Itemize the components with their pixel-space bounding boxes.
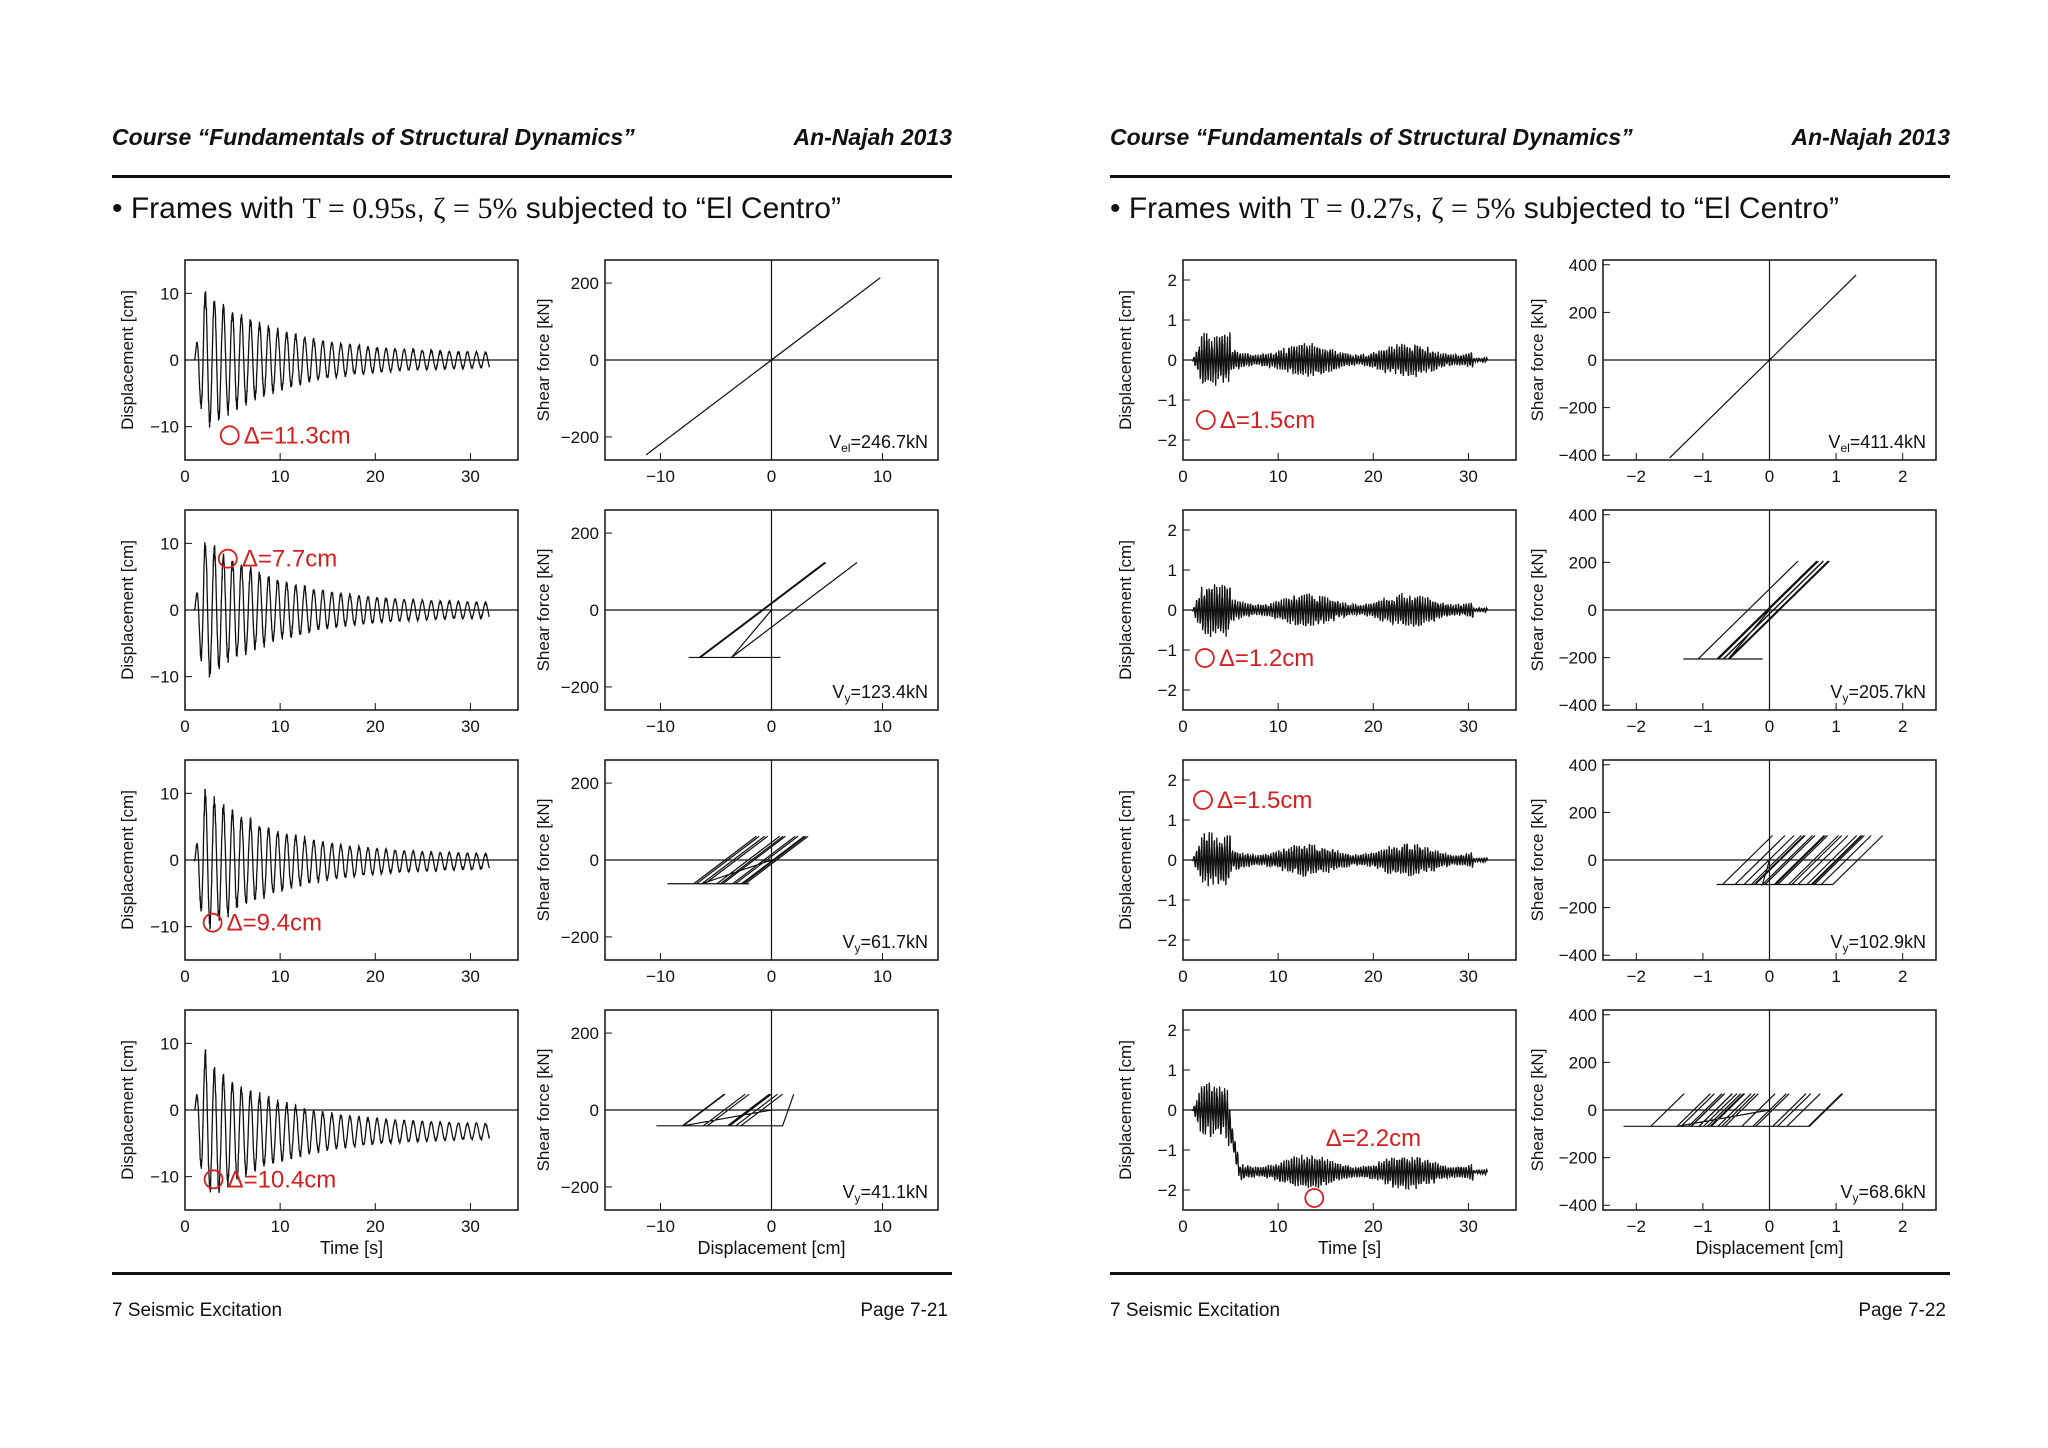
ts-x-tick-label: 20 — [365, 1217, 385, 1236]
figure-grid-left — [112, 240, 952, 1270]
ts-x-tick-label: 0 — [1178, 717, 1188, 736]
base-shear-label-part: y — [1852, 1191, 1859, 1205]
hysteresis-loop-line — [646, 278, 880, 455]
peak-displacement-label: Δ=9.4cm — [226, 909, 322, 937]
hy-x-tick-label: 2 — [1897, 467, 1908, 486]
hy-y-tick-label: 200 — [1568, 1053, 1597, 1073]
base-shear-label-part: V — [1830, 682, 1843, 702]
hy-x-tick-label: 0 — [766, 1217, 777, 1236]
hy-x-tick-label: −1 — [1693, 467, 1713, 486]
base-shear-label-part: el — [841, 441, 851, 455]
course-title: Course “Fundamentals of Structural Dynamics” — [1110, 124, 1633, 150]
bullet-dot: • — [1110, 192, 1129, 225]
ts-y-axis-label: Displacement [cm] — [118, 790, 137, 930]
hy-x-tick-label: 0 — [1764, 467, 1775, 486]
header-rule — [112, 175, 952, 178]
base-shear-label-part: V — [1830, 932, 1843, 952]
base-shear-label-part: =102.9kN — [1848, 932, 1926, 952]
ts-x-tick-label: 30 — [460, 467, 480, 486]
ts-y-tick-label: −10 — [150, 417, 179, 437]
ts-y-axis-label: Displacement [cm] — [118, 1040, 137, 1180]
base-shear-label-part: y — [844, 691, 851, 705]
ts-y-tick-label: 10 — [160, 534, 179, 554]
hy-y-tick-label: 400 — [1568, 505, 1597, 525]
hy-y-axis-label: Shear force [kN] — [534, 298, 553, 422]
hy-y-tick-label: −200 — [1558, 1148, 1597, 1168]
ts-y-tick-label: −2 — [1157, 1181, 1177, 1200]
hy-y-tick-label: 400 — [1568, 755, 1597, 775]
ts-x-tick-label: 20 — [365, 467, 385, 486]
ts-y-tick-label: 1 — [1167, 311, 1177, 330]
displacement-series-line — [1193, 584, 1488, 637]
ts-y-tick-label: 0 — [169, 1101, 179, 1120]
ts-x-tick-label: 30 — [460, 1217, 480, 1236]
chapter-label: 7 Seismic Excitation — [112, 1300, 283, 1321]
hy-y-tick-label: 200 — [570, 524, 599, 544]
hy-y-axis-label: Shear force [kN] — [534, 548, 553, 672]
ts-y-tick-label: 0 — [169, 601, 179, 620]
bullet-suffix: subjected to “El Centro” — [517, 192, 841, 225]
hysteresis-loop-line — [1670, 275, 1856, 458]
base-shear-label-part: V — [1840, 1182, 1853, 1202]
hy-y-tick-label: 400 — [1568, 1005, 1597, 1025]
ts-x-tick-label: 10 — [1268, 467, 1288, 486]
ts-y-tick-label: 0 — [1167, 851, 1177, 870]
hy-x-tick-label: −2 — [1626, 967, 1646, 986]
base-shear-label-part: y — [854, 1191, 861, 1205]
bullet-damping: ζ = 5% — [433, 192, 518, 225]
ts-y-tick-label: −10 — [150, 917, 179, 937]
ts-x-tick-label: 0 — [180, 1217, 190, 1236]
course-title: Course “Fundamentals of Structural Dynamics” — [112, 124, 635, 150]
ts-y-tick-label: 2 — [1167, 771, 1177, 790]
base-shear-label-part: V — [829, 432, 842, 452]
hy-y-tick-label: 200 — [1568, 553, 1597, 573]
peak-marker — [221, 426, 239, 444]
header-rule — [1110, 175, 1950, 178]
ts-y-tick-label: −10 — [150, 667, 179, 687]
ts-y-tick-label: 2 — [1167, 1021, 1177, 1040]
ts-y-tick-label: 1 — [1167, 811, 1177, 830]
bullet-dot: • — [112, 192, 131, 225]
hy-x-tick-label: −1 — [1693, 717, 1713, 736]
peak-displacement-label: Δ=2.2cm — [1325, 1125, 1422, 1152]
hy-y-tick-label: 0 — [589, 851, 599, 870]
base-shear-label — [842, 1182, 928, 1205]
hy-y-tick-label: 200 — [570, 274, 599, 294]
peak-marker — [219, 550, 237, 568]
hy-x-tick-label: 1 — [1831, 717, 1841, 736]
peak-marker — [1196, 649, 1214, 667]
hy-x-tick-label: −2 — [1626, 467, 1646, 486]
hy-x-tick-label: −10 — [646, 1217, 675, 1236]
hy-y-tick-label: 200 — [1568, 303, 1597, 323]
displacement-series-line — [1193, 332, 1488, 386]
ts-x-tick-label: 20 — [365, 717, 385, 736]
base-shear-label-part: y — [854, 941, 861, 955]
ts-y-axis-label: Displacement [cm] — [1116, 790, 1135, 930]
ts-x-axis-label: Time [s] — [319, 1238, 384, 1258]
ts-y-tick-label: 0 — [1167, 351, 1177, 370]
hy-x-tick-label: 1 — [1831, 1217, 1841, 1236]
hy-y-axis-label: Shear force [kN] — [534, 798, 553, 922]
peak-displacement-label: Δ=11.3cm — [243, 422, 351, 450]
base-shear-label-part: =68.6kN — [1858, 1182, 1926, 1202]
ts-x-tick-label: 10 — [270, 717, 290, 736]
hy-y-axis-label: Shear force [kN] — [1528, 798, 1547, 922]
hy-y-tick-label: 0 — [1587, 601, 1597, 620]
ts-y-tick-label: 10 — [160, 284, 179, 304]
peak-marker — [204, 914, 222, 932]
base-shear-label-part: =41.1kN — [860, 1182, 928, 1202]
hy-x-tick-label: −2 — [1626, 1217, 1646, 1236]
base-shear-label-part: V — [842, 1182, 855, 1202]
hy-x-tick-label: −10 — [646, 717, 675, 736]
base-shear-label-part: V — [832, 682, 845, 702]
hy-y-tick-label: −400 — [1558, 696, 1597, 716]
ts-x-tick-label: 10 — [270, 467, 290, 486]
chapter-label: 7 Seismic Excitation — [1110, 1300, 1281, 1321]
base-shear-label-part: V — [1828, 432, 1841, 452]
base-shear-label-part: =61.7kN — [860, 932, 928, 952]
ts-y-axis-label: Displacement [cm] — [1116, 1040, 1135, 1180]
base-shear-label-part: =205.7kN — [1848, 682, 1926, 702]
base-shear-label-part: =123.4kN — [850, 682, 928, 702]
ts-x-axis-label: Time [s] — [1317, 1238, 1382, 1258]
ts-y-tick-label: 1 — [1167, 561, 1177, 580]
hy-y-tick-label: 200 — [1568, 803, 1597, 823]
peak-marker — [1194, 791, 1212, 809]
hy-x-axis-label: Displacement [cm] — [1695, 1238, 1844, 1258]
page-7-22 — [1110, 0, 1950, 1448]
figure-grid-right — [1110, 240, 1950, 1270]
hy-x-tick-label: 0 — [766, 467, 777, 486]
hy-x-tick-label: 1 — [1831, 967, 1841, 986]
base-shear-label — [1828, 432, 1926, 455]
ts-x-tick-label: 30 — [460, 967, 480, 986]
ts-y-tick-label: −2 — [1157, 431, 1177, 450]
hy-x-tick-label: 2 — [1897, 1217, 1908, 1236]
ts-y-axis-label: Displacement [cm] — [118, 540, 137, 680]
institution-year: An-Najah 2013 — [793, 124, 952, 150]
ts-y-tick-label: −2 — [1157, 931, 1177, 950]
hy-x-tick-label: 10 — [873, 1217, 892, 1236]
hy-x-tick-label: 2 — [1897, 967, 1908, 986]
peak-displacement-label: Δ=1.5cm — [1216, 787, 1313, 814]
ts-x-tick-label: 0 — [1178, 967, 1188, 986]
base-shear-label-part: el — [1840, 441, 1850, 455]
bullet-comma: , — [416, 192, 434, 225]
peak-marker — [1197, 411, 1215, 429]
ts-y-tick-label: 1 — [1167, 1061, 1177, 1080]
ts-x-tick-label: 0 — [180, 967, 190, 986]
hy-y-tick-label: 0 — [589, 601, 599, 620]
ts-y-tick-label: 0 — [169, 351, 179, 370]
hy-y-tick-label: 0 — [1587, 1101, 1597, 1120]
ts-x-tick-label: 10 — [1268, 717, 1288, 736]
ts-y-tick-label: −10 — [150, 1167, 179, 1187]
hy-x-tick-label: −10 — [646, 467, 675, 486]
ts-y-tick-label: 10 — [160, 1034, 179, 1054]
hy-y-axis-label: Shear force [kN] — [534, 1048, 553, 1172]
ts-y-tick-label: −1 — [1157, 641, 1177, 660]
bullet-period: T = 0.95s — [302, 192, 417, 225]
hy-x-tick-label: 0 — [766, 717, 777, 736]
ts-y-axis-label: Displacement [cm] — [118, 290, 137, 430]
hy-x-tick-label: −10 — [646, 967, 675, 986]
base-shear-label — [1830, 932, 1926, 955]
base-shear-label — [832, 682, 928, 705]
base-shear-label-part: =246.7kN — [850, 432, 928, 452]
peak-displacement-label: Δ=1.5cm — [1219, 407, 1316, 434]
bullet-comma: , — [1414, 192, 1432, 225]
hy-x-tick-label: 10 — [873, 967, 892, 986]
ts-y-axis-label: Displacement [cm] — [1116, 540, 1135, 680]
ts-y-tick-label: −1 — [1157, 891, 1177, 910]
ts-y-tick-label: −1 — [1157, 391, 1177, 410]
base-shear-label — [842, 932, 928, 955]
ts-x-tick-label: 30 — [1458, 967, 1478, 986]
hy-y-tick-label: −200 — [560, 427, 599, 447]
peak-displacement-label: Δ=1.2cm — [1218, 645, 1315, 672]
hy-y-tick-label: −400 — [1558, 1196, 1597, 1216]
ts-x-tick-label: 0 — [180, 467, 190, 486]
base-shear-label-part: V — [842, 932, 855, 952]
hy-y-tick-label: −200 — [1558, 398, 1597, 418]
slide-bullet — [112, 192, 841, 226]
ts-x-tick-label: 20 — [1363, 467, 1383, 486]
bullet-damping: ζ = 5% — [1431, 192, 1516, 225]
hy-y-tick-label: −200 — [560, 927, 599, 947]
hy-x-tick-label: 1 — [1831, 467, 1841, 486]
hy-x-axis-label: Displacement [cm] — [697, 1238, 846, 1258]
hy-y-tick-label: 400 — [1568, 255, 1597, 275]
hy-y-axis-label: Shear force [kN] — [1528, 298, 1547, 422]
bullet-suffix: subjected to “El Centro” — [1515, 192, 1839, 225]
footer-rule — [112, 1272, 952, 1275]
ts-y-tick-label: 2 — [1167, 271, 1177, 290]
ts-x-tick-label: 30 — [1458, 467, 1478, 486]
hy-x-tick-label: 0 — [1764, 967, 1775, 986]
hy-x-tick-label: 0 — [766, 967, 777, 986]
hy-y-axis-label: Shear force [kN] — [1528, 1048, 1547, 1172]
peak-marker — [1305, 1189, 1323, 1207]
ts-x-tick-label: 20 — [365, 967, 385, 986]
ts-x-tick-label: 0 — [1178, 467, 1188, 486]
ts-y-tick-label: 2 — [1167, 521, 1177, 540]
peak-displacement-label: Δ=7.7cm — [241, 545, 338, 573]
base-shear-label-part: =411.4kN — [1849, 432, 1926, 452]
ts-y-tick-label: 0 — [169, 851, 179, 870]
bullet-period: T = 0.27s — [1300, 192, 1415, 225]
ts-x-tick-label: 20 — [1363, 717, 1383, 736]
hy-x-tick-label: 0 — [1764, 1217, 1775, 1236]
displacement-series-line — [1193, 832, 1488, 886]
hy-y-tick-label: −200 — [1558, 648, 1597, 668]
hy-x-tick-label: −1 — [1693, 1217, 1713, 1236]
ts-x-tick-label: 20 — [1363, 967, 1383, 986]
ts-x-tick-label: 20 — [1363, 1217, 1383, 1236]
slide-bullet — [1110, 192, 1839, 226]
hy-y-tick-label: 0 — [1587, 851, 1597, 870]
ts-x-tick-label: 10 — [1268, 967, 1288, 986]
hy-y-axis-label: Shear force [kN] — [1528, 548, 1547, 672]
ts-x-tick-label: 30 — [460, 717, 480, 736]
institution-year: An-Najah 2013 — [1791, 124, 1950, 150]
base-shear-label-part: y — [1842, 941, 1849, 955]
base-shear-label — [1840, 1182, 1926, 1205]
ts-x-tick-label: 10 — [1268, 1217, 1288, 1236]
hy-x-tick-label: −2 — [1626, 717, 1646, 736]
hy-y-tick-label: −400 — [1558, 946, 1597, 966]
hy-y-tick-label: 200 — [570, 1024, 599, 1044]
ts-x-tick-label: 30 — [1458, 717, 1478, 736]
ts-y-tick-label: −2 — [1157, 681, 1177, 700]
base-shear-label — [829, 432, 928, 455]
hy-y-tick-label: 200 — [570, 774, 599, 794]
peak-displacement-label: Δ=10.4cm — [227, 1166, 337, 1194]
hy-x-tick-label: −1 — [1693, 967, 1713, 986]
ts-x-tick-label: 0 — [1178, 1217, 1188, 1236]
hy-y-tick-label: 0 — [589, 351, 599, 370]
ts-x-tick-label: 30 — [1458, 1217, 1478, 1236]
bullet-prefix: Frames with — [1128, 192, 1301, 225]
hy-y-tick-label: −400 — [1558, 446, 1597, 466]
hy-y-tick-label: 0 — [1587, 351, 1597, 370]
ts-x-tick-label: 0 — [180, 717, 190, 736]
page-7-21 — [112, 0, 952, 1448]
ts-x-tick-label: 10 — [270, 1217, 290, 1236]
hy-x-tick-label: 10 — [873, 717, 892, 736]
hy-x-tick-label: 2 — [1897, 717, 1908, 736]
base-shear-label-part: y — [1842, 691, 1849, 705]
base-shear-label — [1830, 682, 1926, 705]
ts-y-axis-label: Displacement [cm] — [1116, 290, 1135, 430]
displacement-series-line — [195, 789, 490, 929]
ts-y-tick-label: 10 — [160, 784, 179, 804]
ts-y-tick-label: 0 — [1167, 1101, 1177, 1120]
hy-y-tick-label: −200 — [560, 1177, 599, 1197]
footer-rule — [1110, 1272, 1950, 1275]
page-number: Page 7-21 — [860, 1300, 948, 1321]
ts-x-tick-label: 10 — [270, 967, 290, 986]
page-number: Page 7-22 — [1858, 1300, 1946, 1321]
hy-y-tick-label: −200 — [1558, 898, 1597, 918]
hy-y-tick-label: 0 — [589, 1101, 599, 1120]
hy-y-tick-label: −200 — [560, 677, 599, 697]
bullet-prefix: Frames with — [130, 192, 303, 225]
hy-x-tick-label: 0 — [1764, 717, 1775, 736]
ts-y-tick-label: −1 — [1157, 1141, 1177, 1160]
hy-x-tick-label: 10 — [873, 467, 892, 486]
ts-y-tick-label: 0 — [1167, 601, 1177, 620]
